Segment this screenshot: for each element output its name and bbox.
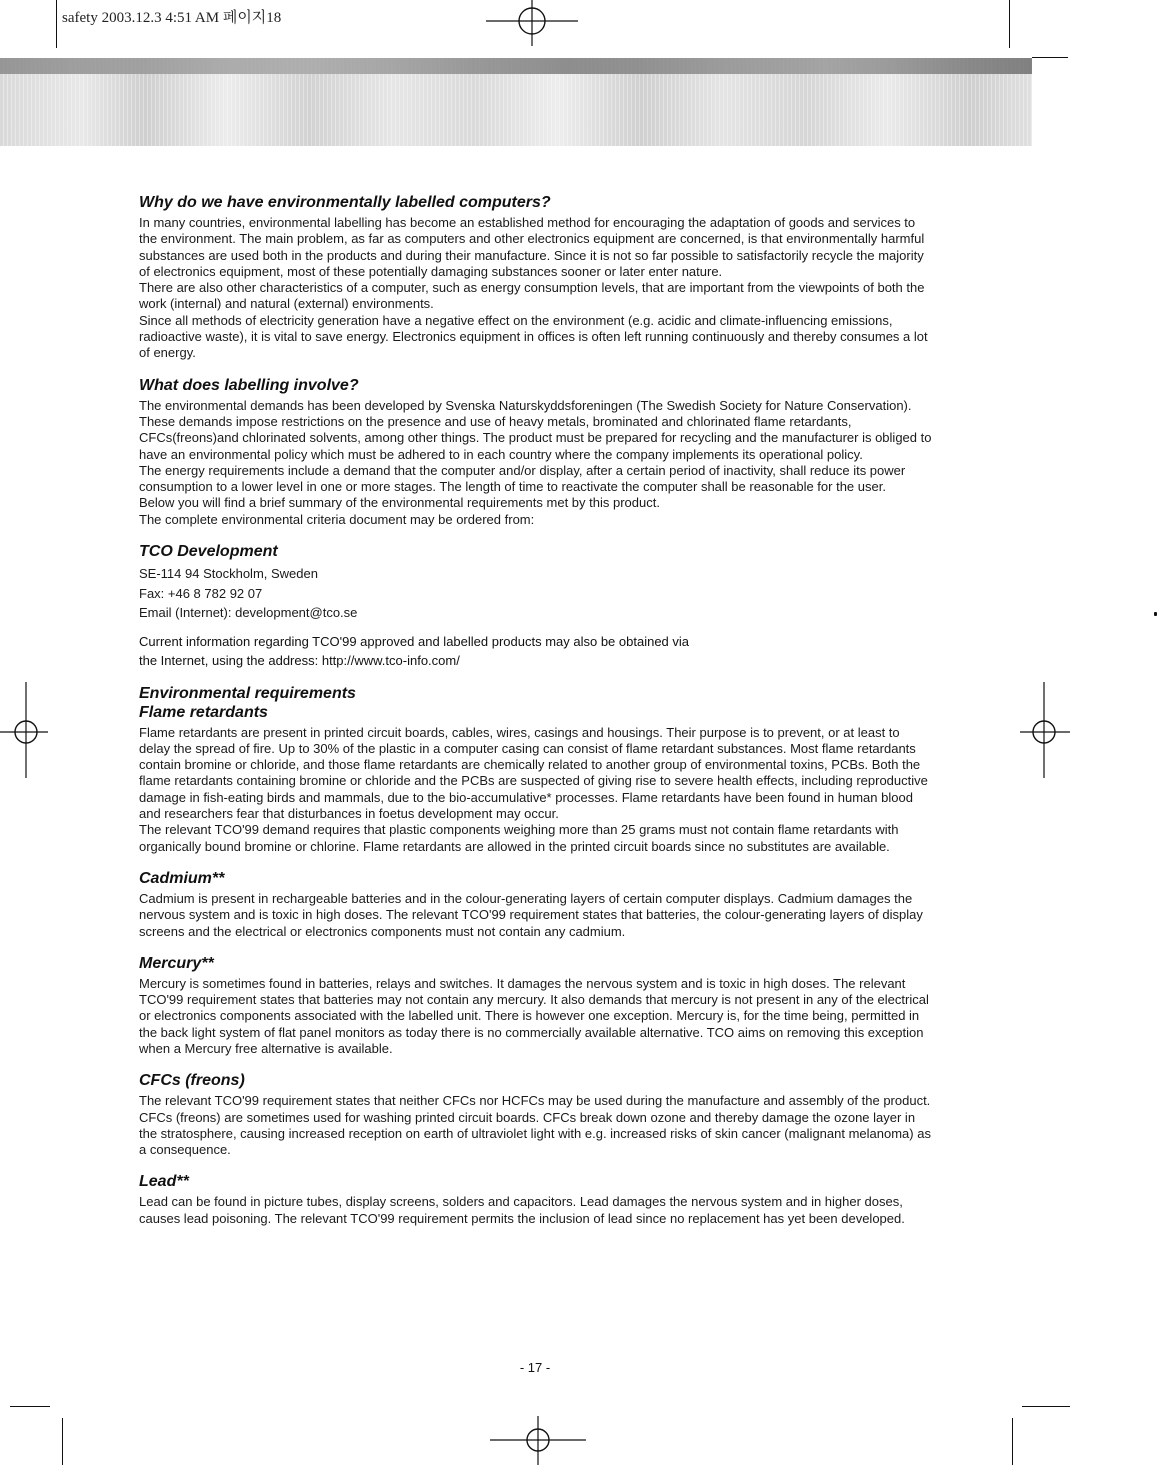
section-cadmium xyxy=(139,869,934,940)
section-mercury xyxy=(139,954,934,1057)
paragraph: Cadmium is present in rechargeable batteries and in the colour-generating layers of certain computer displays. Cadmium damages the nervous system and is toxic in high doses. The relevant TCO'99 requirement states that batteries, the colour-generating layers of display screens and the electrical or electronics components must not contain any cadmium. xyxy=(139,890,923,939)
registration-mark-top-icon xyxy=(482,0,582,46)
heading-why: Why do we have environmentally labelled computers? xyxy=(139,194,551,211)
stray-dot xyxy=(1154,612,1157,616)
heading-labelling: What does labelling involve? xyxy=(139,376,359,394)
crop-mark-top-right xyxy=(1009,0,1010,48)
paragraph: Flame retardants are present in printed circuit boards, cables, wires, casings and housings. Their purpose is to prevent, or at least to delay the spread of fire. Up to 30% of the plastic in a computer casing can consist of flame retardant substances. Most flame retardants contain bromine or chloride, and those flame retardants are chemically related to another group of environmental toxins, PCBs. Both the flame retardants containing bromine or chloride and the PCBs are suspected of giving rise to severe health effects, including reproductive damage in fish-eating birds and mammals, due to the bio-accumulative* processes. Flame retardants have been found in human blood and researchers fear that disturbances in foetus development may occur. xyxy=(139,724,928,822)
heading-lead: Lead** xyxy=(139,1173,189,1191)
registration-mark-right-icon xyxy=(1020,682,1070,778)
registration-mark-left-icon xyxy=(0,682,48,778)
section-labelling xyxy=(139,376,934,528)
section-environmental-requirements xyxy=(139,684,934,855)
paragraph: Lead can be found in picture tubes, display screens, solders and capacitors. Lead damages the nervous system and in higher doses, causes lead poisoning. The relevant TCO'99 requirement permits the inclusion of lead since no replacement has yet been developed. xyxy=(139,1194,905,1226)
heading-cadmium: Cadmium** xyxy=(139,869,225,887)
crop-mark-bottom-right-h xyxy=(1022,1406,1070,1407)
heading-tco-development: TCO Development xyxy=(139,543,278,561)
paragraph: The complete environmental criteria document may be ordered from: xyxy=(139,511,535,527)
document-body xyxy=(139,193,934,1241)
crop-mark-bottom-right xyxy=(1012,1418,1013,1465)
crop-mark-top-left xyxy=(56,0,57,48)
registration-mark-bottom-icon xyxy=(490,1416,586,1465)
printer-slug: safety 2003.12.3 4:51 AM 페이지18 xyxy=(62,10,282,26)
section-cfcs xyxy=(139,1071,934,1158)
paragraph: The energy requirements include a demand that the computer and/or display, after a certain period of inactivity, shall reduce its power consumption to a lower level in one or more stages. The length of time to reactivate the computer shall be reasonable for the user. xyxy=(139,462,906,495)
tco-address: SE-114 94 Stockholm, Sweden xyxy=(139,566,318,582)
crop-mark-bottom-left xyxy=(62,1418,63,1465)
paragraph: Mercury is sometimes found in batteries, relays and switches. It damages the nervous system and is toxic in high doses. The relevant TCO'99 requirement states that batteries may not contain any mercury. It also demands that mercury is not present in any of the electrical or electronics components associated with the labelled unit. There is however one exception. Mercury is, for the time being, permitted in the back light system of flat panel monitors as today there is no commercially available alternative. TCO aims on removing this exception when a Mercury free alternative is available. xyxy=(139,975,929,1056)
header-band-top xyxy=(0,58,1032,74)
tco-internet-line-2: the Internet, using the address: http://www.tco-info.com/ xyxy=(139,652,460,668)
tco-fax: Fax: +46 8 782 92 07 xyxy=(139,585,263,601)
heading-flame-retardants: Flame retardants xyxy=(139,703,268,721)
tco-email: Email (Internet): development@tco.se xyxy=(139,605,358,621)
section-why xyxy=(139,193,934,362)
crop-mark-top-right-h xyxy=(1032,57,1068,58)
paragraph: Below you will find a brief summary of the environmental requirements met by this product. xyxy=(139,495,660,511)
section-lead xyxy=(139,1172,934,1227)
section-tco-development xyxy=(139,542,934,670)
heading-environmental-requirements: Environmental requirements xyxy=(139,684,356,702)
heading-mercury: Mercury** xyxy=(139,954,214,972)
paragraph: Since all methods of electricity generation have a negative effect on the environment (e.g. acidic and climate-influencing emissions, radioactive waste), it is vital to save energy. Electronics equipment in offices is often left running continuously and thereby consumes a lot of energy. xyxy=(139,312,928,361)
crop-mark-bottom-left-h xyxy=(10,1406,50,1407)
tco-internet-line-1: Current information regarding TCO'99 approved and labelled products may also be obtained via xyxy=(139,633,690,649)
paragraph: The relevant TCO'99 requirement states that neither CFCs nor HCFCs may be used during the manufacture and assembly of the product. CFCs (freons) are sometimes used for washing printed circuit boards. CFCs break down ozone and thereby damage the ozone layer in the stratosphere, causing increased reception on earth of ultraviolet light with e.g. increased risks of skin cancer (malignant melanoma) as a consequence. xyxy=(139,1093,931,1158)
page-number: - 17 - xyxy=(519,1360,551,1375)
paragraph: There are also other characteristics of a computer, such as energy consumption levels, that are important from the viewpoints of both the work (internal) and natural (external) environments. xyxy=(139,280,925,312)
heading-cfcs: CFCs (freons) xyxy=(139,1072,245,1090)
paragraph: In many countries, environmental labelling has become an established method for encouraging the adaptation of goods and services to the environment. The main problem, as far as computers and other electronics equipment are concerned, is that environmentally harmful substances are used both in the products and during their manufacture. Since it is not so far possible to satisfactorily recycle the majority of electronics equipment, most of these potentially damaging substances sooner or later enter nature. xyxy=(139,215,925,279)
paragraph: The relevant TCO'99 demand requires that plastic components weighing more than 25 grams must not contain flame retardants with organically bound bromine or chlorine. Flame retardants are allowed in the printed circuit boards since no substitutes are available. xyxy=(139,822,899,854)
paragraph: The environmental demands has been developed by Svenska Naturskyddsforeningen (The Swedish Society for Nature Conservation). These demands impose restrictions on the presence and use of heavy metals, brominated and chlorinated flame retardants, CFCs(freons)and chlorinated solvents, among other things. The product must be prepared for recycling and the manufacturer is obliged to have an environmental policy which must be adhered to in each country where the company implements its operational policy. xyxy=(139,397,932,462)
